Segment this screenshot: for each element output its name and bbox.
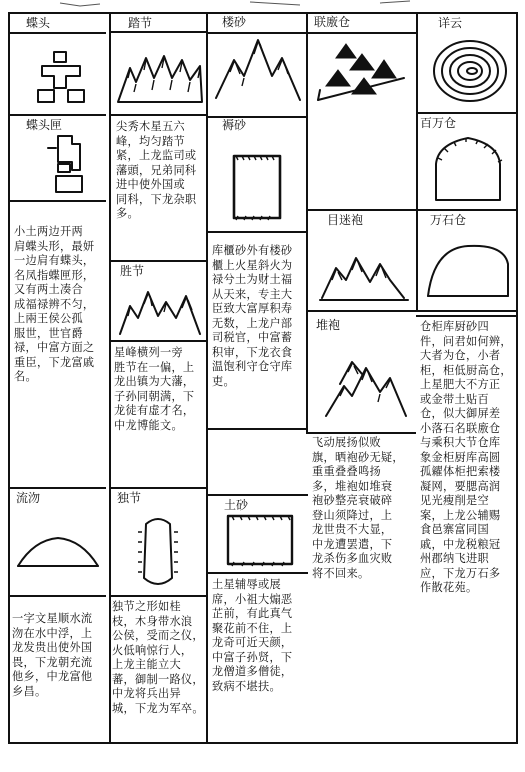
label-shengjie: 胜节 (120, 264, 145, 278)
label-lianaocang: 联廒仓 (314, 15, 351, 29)
text-block-tusha (212, 578, 306, 694)
text-line: 龙发贵出使外国 (12, 641, 93, 654)
diagram-lousha (214, 36, 302, 104)
text-line: 柜，柜低厨高仓， (420, 363, 512, 377)
diagram-duipao (318, 340, 410, 420)
diagram-rusha (230, 152, 286, 222)
text-line: 孤糴体柜把索楼 (420, 465, 501, 478)
text-line: 禄，中富方面之 (14, 341, 95, 354)
column-divider (109, 12, 111, 744)
label-tajie: 踏节 (128, 16, 153, 30)
text-block-shengjie (114, 346, 206, 433)
text-line: 旗，晒袍砂无疑， (312, 450, 404, 464)
text-line: 件，问君如何辨， (420, 334, 512, 348)
scan-edge-marks (0, 0, 525, 10)
text-line: 他乡，中龙富他 (12, 670, 93, 683)
row-divider (109, 260, 208, 262)
text-line: 又有两土凑合 (14, 283, 83, 296)
text-line: 肩蝶头形，最妍 (14, 239, 95, 253)
text-block-cang (420, 320, 516, 596)
row-divider (206, 32, 306, 34)
text-line: 州郡纳飞进职 (420, 552, 489, 565)
diagram-shengjie (116, 282, 204, 336)
row-divider (306, 209, 518, 211)
text-line: 蕃，御制一路仪， (112, 672, 204, 686)
text-block-dujie (112, 600, 206, 716)
text-line: 枝，木身带水浪 (112, 614, 193, 628)
text-line: 戚，中龙税粮冠 (420, 537, 501, 551)
label-dietou: 蝶头 (26, 16, 51, 30)
text-line: 仓，似大御屏差 (420, 407, 501, 420)
text-line: 中龙将兵出异 (112, 687, 181, 700)
text-line: 星峰横列一旁 (114, 346, 183, 359)
text-line: 同科，下龙杂职 (116, 192, 197, 206)
row-divider (8, 595, 106, 597)
text-line: 龙杀伤多血灾败 (312, 552, 393, 565)
text-line: 多。 (116, 207, 139, 220)
text-line: 吏。 (212, 374, 235, 388)
text-line: 一边肩有蝶头， (14, 254, 95, 267)
label-mumipao: 目迷袍 (327, 213, 364, 227)
diagram-tajie (116, 48, 204, 104)
text-line: 见光瘦削是空 (420, 494, 489, 507)
text-line: 中龙遭罢遣，下 (312, 537, 393, 551)
text-line: 仓柜库厨砂四 (420, 320, 489, 333)
text-line: 应，下龙万石多 (420, 566, 501, 580)
text-block-tajie (116, 120, 206, 222)
text-line: 聚花前不住，上 (212, 621, 293, 635)
text-line: 服世，世官爵 (14, 326, 83, 340)
text-line: 库櫃砂外有楼砂 (212, 244, 293, 257)
row-divider (206, 428, 308, 430)
text-line: 畏，下龙朝充流 (12, 655, 93, 669)
row-divider (109, 595, 208, 597)
text-block-diatou (14, 225, 106, 385)
text-line: 城，下龙为军卒。 (112, 701, 204, 715)
text-line: 公侯，受而之仪， (112, 629, 204, 642)
row-divider (306, 310, 518, 312)
diagram-tusha (224, 512, 298, 568)
text-line: 飞动展扬似败 (312, 436, 381, 449)
text-line: 作散花苑。 (420, 581, 478, 594)
row-divider (306, 432, 416, 434)
text-line: 子孙同朝满，下 (114, 389, 195, 403)
diagram-diatou (36, 50, 86, 106)
text-line: 与乘积大节仓库 (420, 436, 501, 449)
text-line: 尖秀木星五六 (116, 120, 185, 133)
text-block-lousha (212, 244, 304, 389)
label-wanshicang: 万石仓 (430, 213, 467, 227)
text-line: 登山须降过，上 (312, 508, 393, 522)
row-divider (8, 114, 106, 116)
text-line: 藩頭，兄弟同科 (116, 163, 197, 177)
text-line: 致病不堪扶。 (212, 679, 281, 693)
row-divider (206, 572, 308, 574)
label-tusha: 土砂 (224, 498, 249, 512)
text-line: 中富子孙贤，下 (212, 650, 293, 664)
text-line: 袍砂整亮衰破碎 (312, 494, 393, 507)
text-line: 龙徒有虚才名， (114, 404, 195, 417)
text-line: 或金带土贴百 (420, 392, 489, 406)
text-line: 凝网，要腮高润 (420, 479, 501, 493)
text-line: 重重叠叠鸣扬 (312, 465, 381, 478)
text-line: 中龙博能文。 (114, 418, 183, 432)
label-rusha: 褥砂 (222, 118, 247, 132)
text-line: 禄兮土为财土福 (212, 273, 293, 286)
label-dietouxia: 蝶头匣 (26, 118, 63, 132)
text-line: 将不回来。 (312, 566, 370, 580)
diagram-diatouxia (44, 134, 88, 196)
text-line: 大者为仓，小者 (420, 349, 501, 362)
diagram-mumipao (318, 244, 410, 302)
row-divider (206, 116, 306, 118)
text-line: 胜节在一偏，上 (114, 360, 195, 374)
text-line: 进中使外国或 (116, 178, 185, 191)
text-line: 温饱利守仓守库 (212, 360, 293, 373)
text-line: 多，堆袍如堆衰 (312, 479, 393, 493)
row-divider (306, 32, 416, 34)
column-divider (306, 12, 308, 432)
text-block-liuwu (12, 612, 106, 699)
text-line: 紧，上龙监司或 (116, 149, 197, 162)
text-line: 食邑寨富同国 (420, 523, 489, 536)
label-lousha: 楼砂 (222, 15, 247, 29)
text-line: 沕在水中浮，上 (12, 626, 93, 640)
row-divider (109, 340, 208, 342)
text-line: 乡昌。 (12, 684, 47, 698)
text-line: 司税官，中富蓄 (212, 331, 293, 344)
text-line: 成福禄辨不匀， (14, 297, 95, 311)
text-line: 独节之形如桂 (112, 600, 181, 613)
text-line: 一字文星顺水流 (12, 612, 93, 625)
row-divider (206, 231, 306, 233)
label-baiwancang: 百万仓 (420, 116, 457, 130)
diagram-dujie (136, 516, 182, 592)
row-divider (109, 487, 208, 489)
diagram-lianaocang (314, 40, 410, 106)
text-line: 象金柜厨库高圆 (420, 450, 501, 464)
diagram-baiwancang (432, 134, 506, 204)
text-line: 龙奇可近天颜， (212, 636, 293, 649)
text-line: 无数，上龙户部 (212, 316, 293, 330)
text-line: 小土两边开两 (14, 225, 83, 238)
text-line: 积审，下龙衣食 (212, 345, 293, 359)
row-divider (109, 31, 208, 33)
diagram-wanshicang (424, 240, 512, 300)
text-line: 名。 (14, 370, 37, 383)
text-line: 名凤指蝶匣形， (14, 268, 95, 282)
label-liuwu: 流沕 (16, 491, 41, 505)
text-line: 小落石名联廒仓 (420, 421, 501, 435)
text-line: 火低响惊行人， (112, 643, 193, 657)
row-divider (8, 200, 106, 202)
label-dujie: 独节 (117, 491, 142, 505)
text-line: 櫃上火星斜火为 (212, 258, 293, 272)
label-duipao: 堆袍 (316, 318, 341, 332)
label-xiangyun: 详云 (438, 16, 463, 30)
text-line: 龙世贵不大显， (312, 523, 393, 536)
text-line: 臣致大富厚积寿 (212, 302, 293, 315)
text-line: 龙出镇为大藩， (114, 375, 195, 388)
text-block-duipao (312, 436, 414, 581)
text-line: 龙僧道多僧徒， (212, 665, 293, 678)
text-line: 席，小祖大煽恶 (212, 592, 293, 606)
diagram-xiangyun (428, 36, 512, 106)
text-line: 上龙主能立大 (112, 658, 181, 671)
row-divider (416, 112, 518, 114)
diagram-liuwu (14, 532, 102, 572)
text-line: 土星辅辱或展 (212, 578, 281, 591)
text-line: 上兩王侯公孤 (14, 312, 83, 325)
row-divider (206, 494, 308, 496)
row-divider (8, 487, 106, 489)
text-line: 重臣，下龙富戚 (14, 355, 95, 369)
row-divider (416, 315, 518, 317)
column-divider (206, 12, 208, 744)
text-line: 从天来，专主大 (212, 287, 293, 301)
row-divider (109, 114, 208, 116)
text-line: 案，上龙公辅赐 (420, 508, 501, 522)
text-line: 上星肥大不方正 (420, 378, 501, 391)
column-divider (416, 12, 418, 312)
text-line: 峰，均匀踏节 (116, 134, 185, 148)
text-line: 芷前，有此真气 (212, 607, 293, 620)
row-divider (8, 32, 106, 34)
